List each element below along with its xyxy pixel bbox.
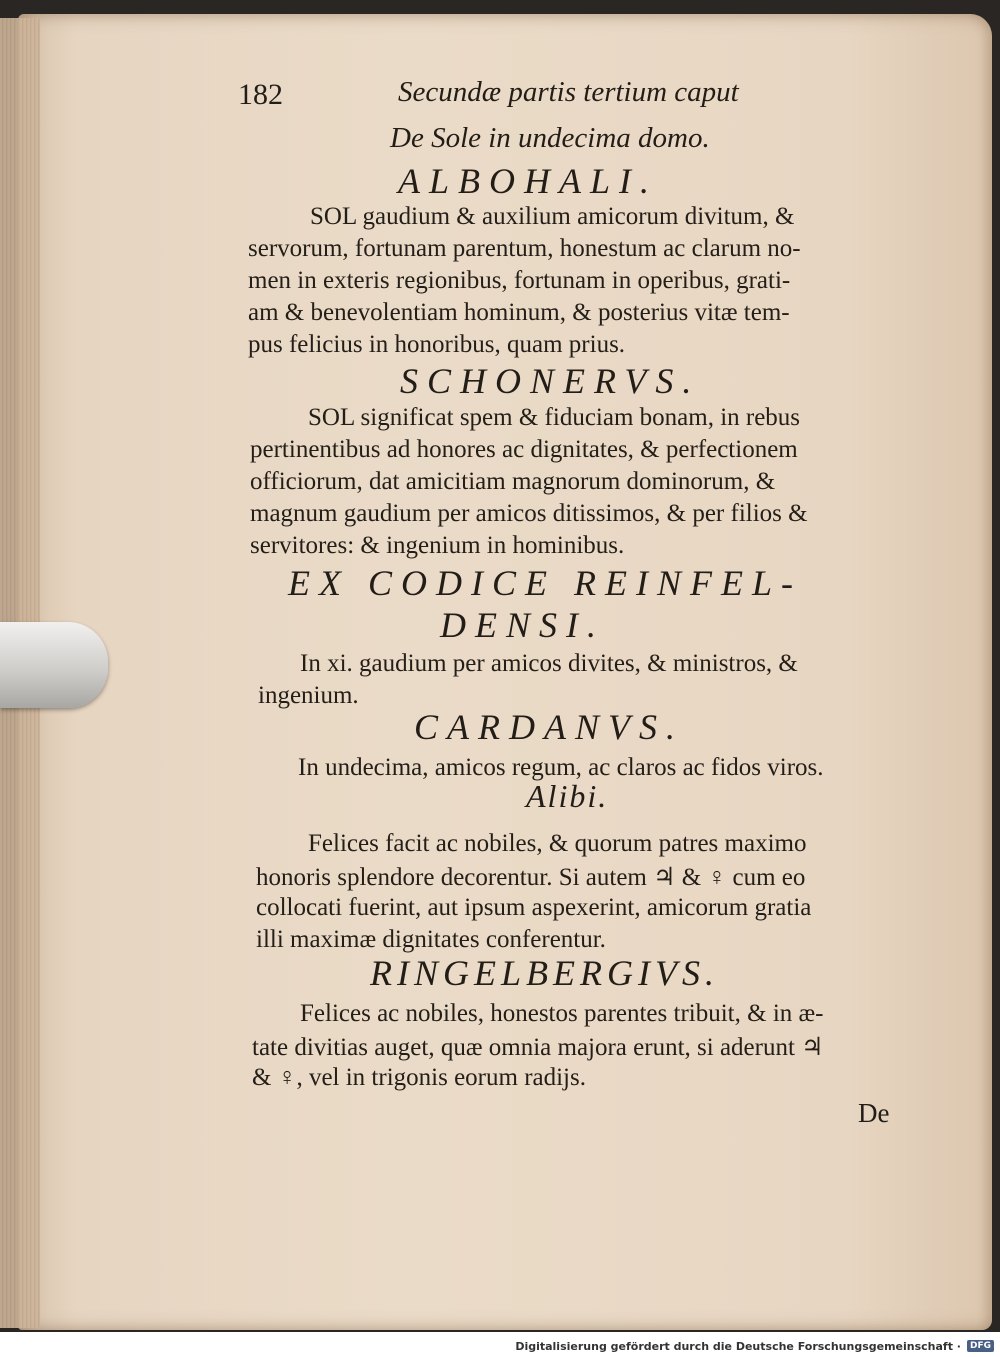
text-line: pus felicius in honoribus, quam prius. (248, 331, 626, 358)
text-line: Felices ac nobiles, honestos parentes tribuit, & in æ- (300, 1000, 824, 1027)
section-title: De Sole in undecima domo. (390, 122, 710, 154)
text-line: magnum gaudium per amicos ditissimos, & per filios & (250, 500, 808, 527)
heading-cardanvs: CARDANVS. (414, 707, 684, 747)
page-clip-holder (0, 622, 108, 708)
dfg-footer (515, 1337, 994, 1355)
text-line: Felices facit ac nobiles, & quorum patres maximo (308, 830, 807, 857)
dfg-logo-icon: DFG (967, 1340, 994, 1352)
text-line: illi maximæ dignitates conferentur. (256, 926, 606, 953)
heading-albohali: ALBOHALI. (398, 161, 658, 201)
text-line: officiorum, dat amicitiam magnorum dominorum, & (250, 468, 776, 495)
heading-ex-codice-cont: DENSI. (440, 605, 605, 645)
heading-schonervs: SCHONERVS. (400, 361, 701, 401)
running-head: Secundæ partis tertium caput (398, 76, 739, 108)
text-line: In xi. gaudium per amicos divites, & ministros, & (300, 650, 798, 677)
text-line: SOL gaudium & auxilium amicorum divitum, & (310, 203, 795, 230)
text-line: pertinentibus ad honores ac dignitates, & perfectionem (250, 436, 798, 463)
heading-alibi: Alibi. (526, 778, 609, 814)
text-line: honoris splendore decorentur. Si autem ♃ & ♀ cum eo (256, 864, 806, 891)
text-line: SOL significat spem & fiduciam bonam, in rebus (308, 404, 801, 431)
heading-ringelbergivs: RINGELBERGIVS. (370, 953, 719, 993)
text-line: tate divitias auget, quæ omnia majora erunt, si aderunt ♃ (252, 1034, 824, 1061)
text-line: men in exteris regionibus, fortunam in operibus, grati- (248, 267, 791, 294)
text-line: ingenium. (258, 682, 359, 709)
text-line: servitores: & ingenium in hominibus. (250, 532, 625, 559)
heading-ex-codice: EX CODICE REINFEL- (288, 563, 802, 603)
text-line: In undecima, amicos regum, ac claros ac fidos viros. (298, 754, 824, 781)
text-line: am & benevolentiam hominum, & posterius vitæ tem- (248, 299, 790, 326)
dfg-credit-text: Digitalisierung gefördert durch die Deutsche Forschungsgemeinschaft · (515, 1339, 961, 1353)
page-number: 182 (238, 78, 283, 111)
catchword: De (858, 1098, 890, 1128)
text-line: collocati fuerint, aut ipsum aspexerint, amicorum gratia (256, 894, 812, 921)
text-line: servorum, fortunam parentum, honestum ac clarum no- (248, 235, 801, 262)
text-line: & ♀, vel in trigonis eorum radijs. (252, 1064, 586, 1091)
